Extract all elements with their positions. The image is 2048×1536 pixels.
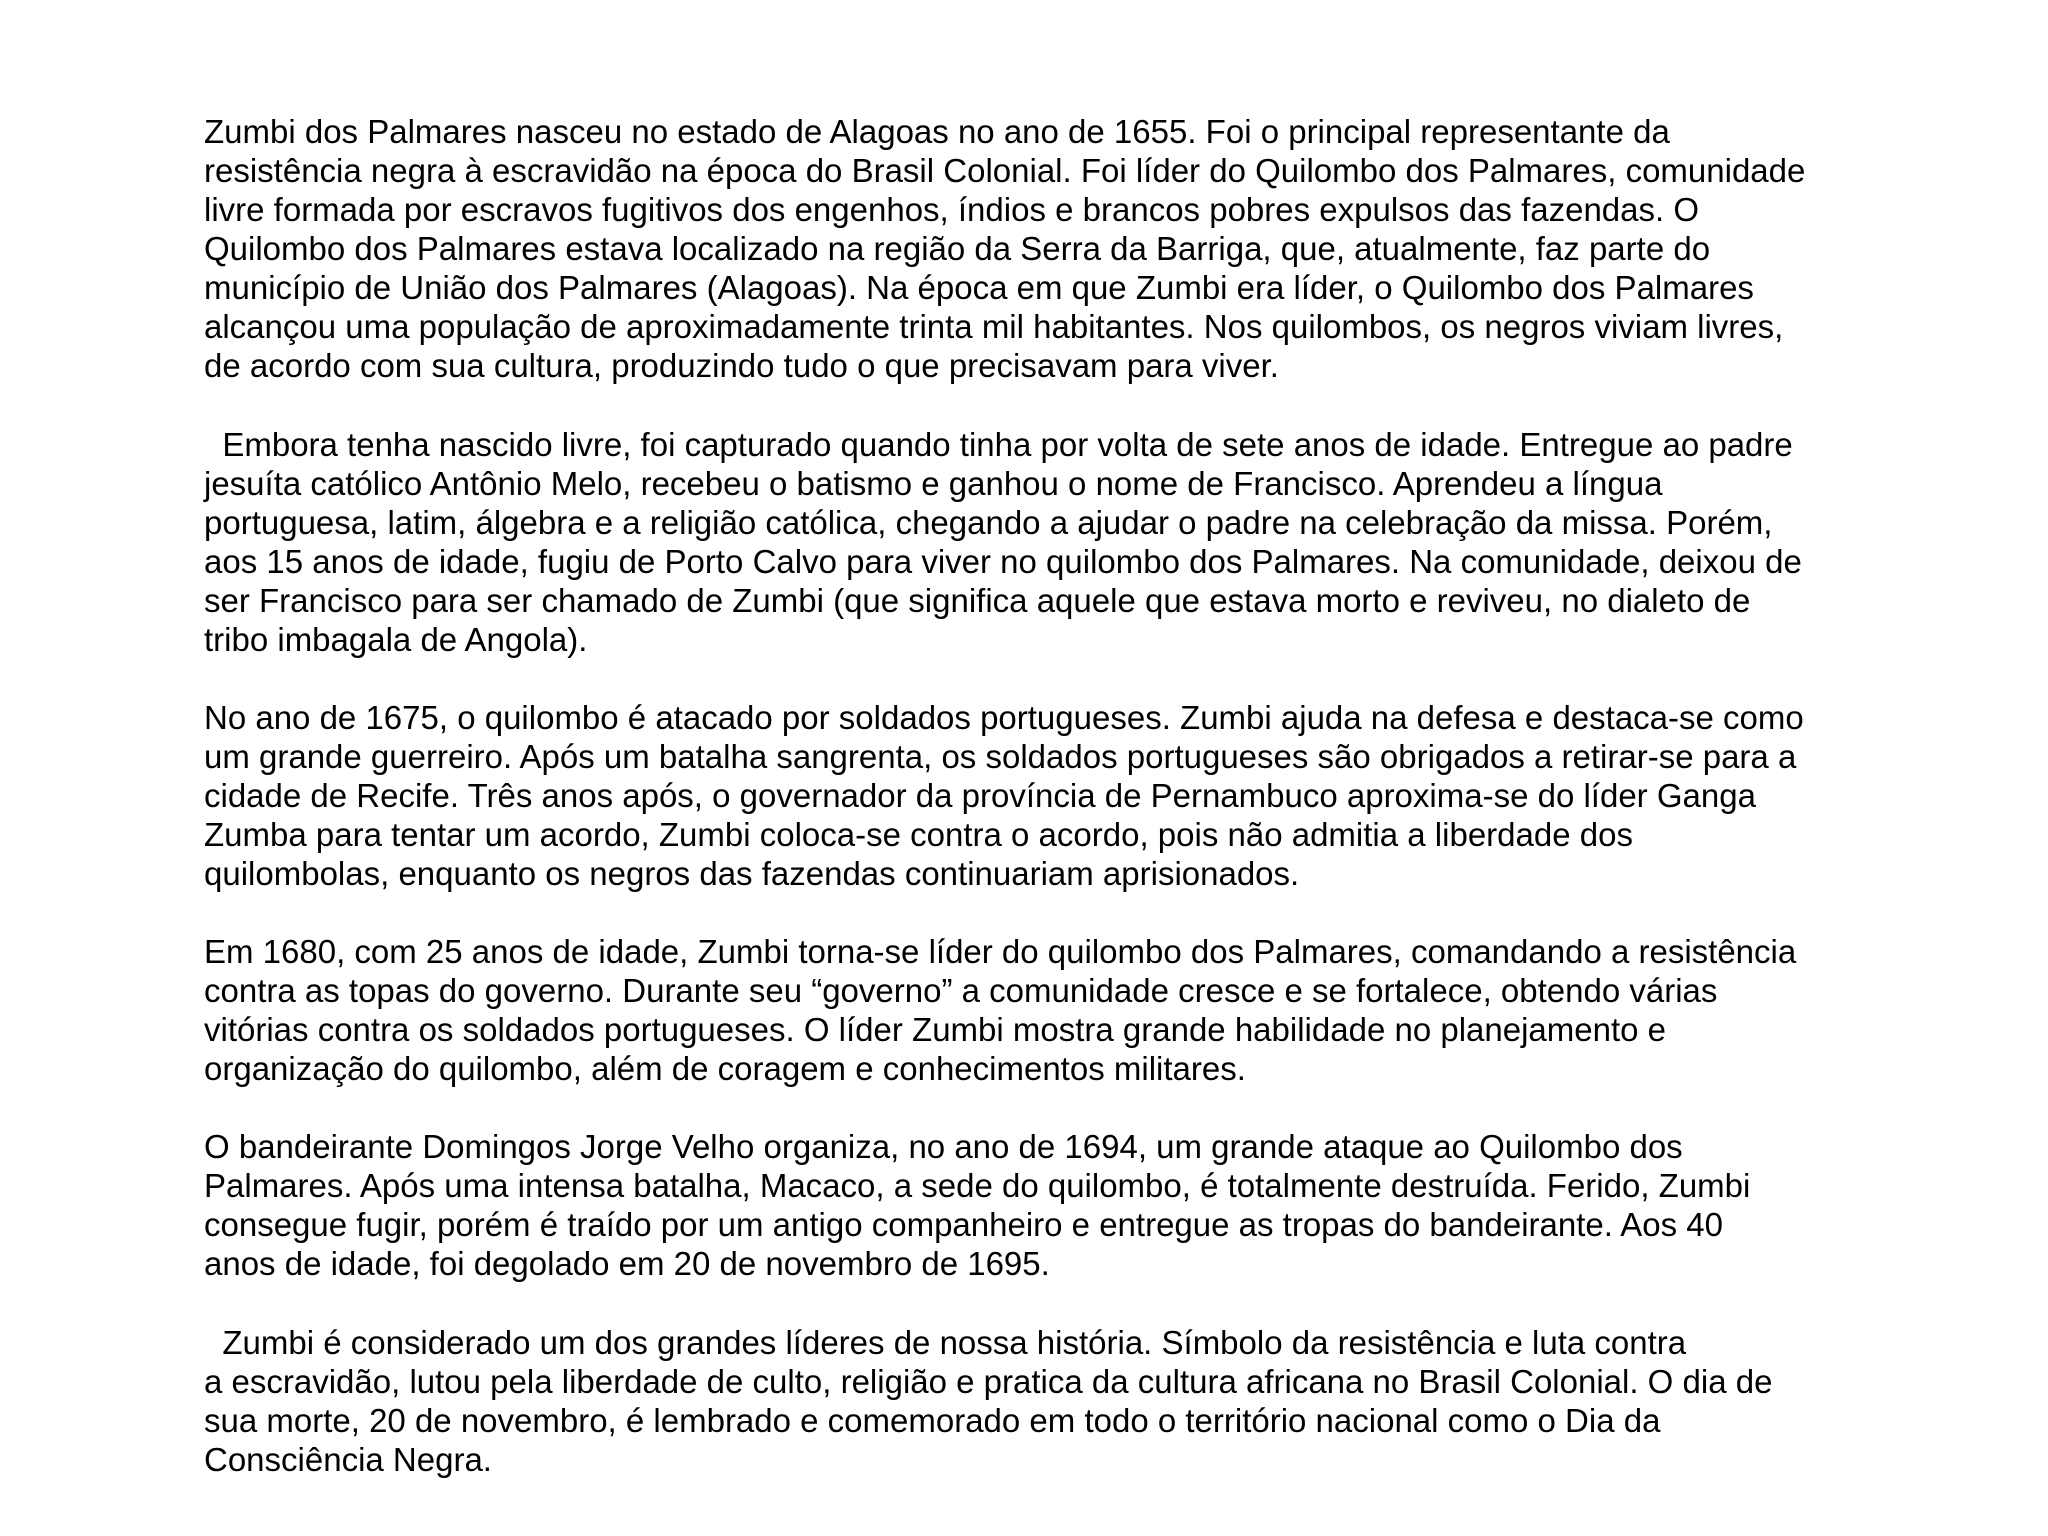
paragraph-6: [204, 1323, 2004, 1479]
text-line: quilombolas, enquanto os negros das fazendas continuariam aprisionados.: [204, 855, 1300, 892]
text-line: Consciência Negra.: [204, 1441, 492, 1478]
body-text: [204, 112, 2004, 1479]
paragraph-spacer: [204, 1283, 2004, 1323]
text-line: livre formada por escravos fugitivos dos engenhos, índios e brancos pobres expulsos das fazendas. O: [204, 191, 1700, 228]
text-line: de acordo com sua cultura, produzindo tudo o que precisavam para viver.: [204, 347, 1279, 384]
paragraph-1: [204, 112, 2004, 385]
text-line: consegue fugir, porém é traído por um antigo companheiro e entregue as tropas do bandeirante. Aos 40: [204, 1206, 1723, 1243]
text-line: organização do quilombo, além de coragem e conhecimentos militares.: [204, 1050, 1246, 1087]
text-line: Em 1680, com 25 anos de idade, Zumbi torna-se líder do quilombo dos Palmares, comandando a resistência: [204, 933, 1797, 970]
text-line: município de União dos Palmares (Alagoas). Na época em que Zumbi era líder, o Quilombo dos Palmares: [204, 269, 1754, 306]
text-line: Quilombo dos Palmares estava localizado na região da Serra da Barriga, que, atualmente, faz parte do: [204, 230, 1711, 267]
text-line: portuguesa, latim, álgebra e a religião católica, chegando a ajudar o padre na celebração da missa. Porém,: [204, 504, 1773, 541]
text-line: vitórias contra os soldados portugueses. O líder Zumbi mostra grande habilidade no planejamento e: [204, 1011, 1667, 1048]
paragraph-spacer: [204, 659, 2004, 698]
text-line: cidade de Recife. Três anos após, o governador da província de Pernambuco aproxima-se do líder Ganga: [204, 777, 1756, 814]
text-line: No ano de 1675, o quilombo é atacado por soldados portugueses. Zumbi ajuda na defesa e destaca-se como: [204, 699, 1804, 736]
text-line: Zumba para tentar um acordo, Zumbi coloca-se contra o acordo, pois não admitia a liberdade dos: [204, 816, 1633, 853]
text-line: Embora tenha nascido livre, foi capturado quando tinha por volta de sete anos de idade. Entregue ao padre: [204, 426, 1793, 463]
text-line: contra as topas do governo. Durante seu “governo” a comunidade cresce e se fortalece, obtendo várias: [204, 972, 1718, 1009]
text-line: O bandeirante Domingos Jorge Velho organiza, no ano de 1694, um grande ataque ao Quilombo dos: [204, 1128, 1683, 1165]
text-line: ser Francisco para ser chamado de Zumbi (que significa aquele que estava morto e reviveu, no dialeto de: [204, 582, 1751, 619]
text-line: tribo imbagala de Angola).: [204, 621, 588, 658]
text-line: aos 15 anos de idade, fugiu de Porto Calvo para viver no quilombo dos Palmares. Na comunidade, deixou de: [204, 543, 1802, 580]
text-line: jesuíta católico Antônio Melo, recebeu o batismo e ganhou o nome de Francisco. Aprendeu a língua: [204, 465, 1663, 502]
paragraph-3: [204, 698, 2004, 893]
text-line: Palmares. Após uma intensa batalha, Macaco, a sede do quilombo, é totalmente destruída. Ferido, Zumbi: [204, 1167, 1751, 1204]
paragraph-spacer: [204, 893, 2004, 932]
paragraph-spacer: [204, 385, 2004, 425]
paragraph-spacer: [204, 1088, 2004, 1127]
text-line: Zumbi é considerado um dos grandes líderes de nossa história. Símbolo da resistência e luta contra: [204, 1324, 1687, 1361]
paragraph-4: [204, 932, 2004, 1088]
text-line: resistência negra à escravidão na época do Brasil Colonial. Foi líder do Quilombo dos Palmares, comunidade: [204, 152, 1806, 189]
paragraph-5: [204, 1127, 2004, 1283]
text-line: anos de idade, foi degolado em 20 de novembro de 1695.: [204, 1245, 1050, 1282]
text-line: um grande guerreiro. Após um batalha sangrenta, os soldados portugueses são obrigados a retirar-se para a: [204, 738, 1797, 775]
paragraph-2: [204, 425, 2004, 659]
text-line: alcançou uma população de aproximadamente trinta mil habitantes. Nos quilombos, os negros viviam livres,: [204, 308, 1784, 345]
text-line: sua morte, 20 de novembro, é lembrado e comemorado em todo o território nacional como o Dia da: [204, 1402, 1661, 1439]
text-line: Zumbi dos Palmares nasceu no estado de Alagoas no ano de 1655. Foi o principal representante da: [204, 113, 1670, 150]
text-line: a escravidão, lutou pela liberdade de culto, religião e pratica da cultura africana no Brasil Colonial. O dia de: [204, 1363, 1773, 1400]
